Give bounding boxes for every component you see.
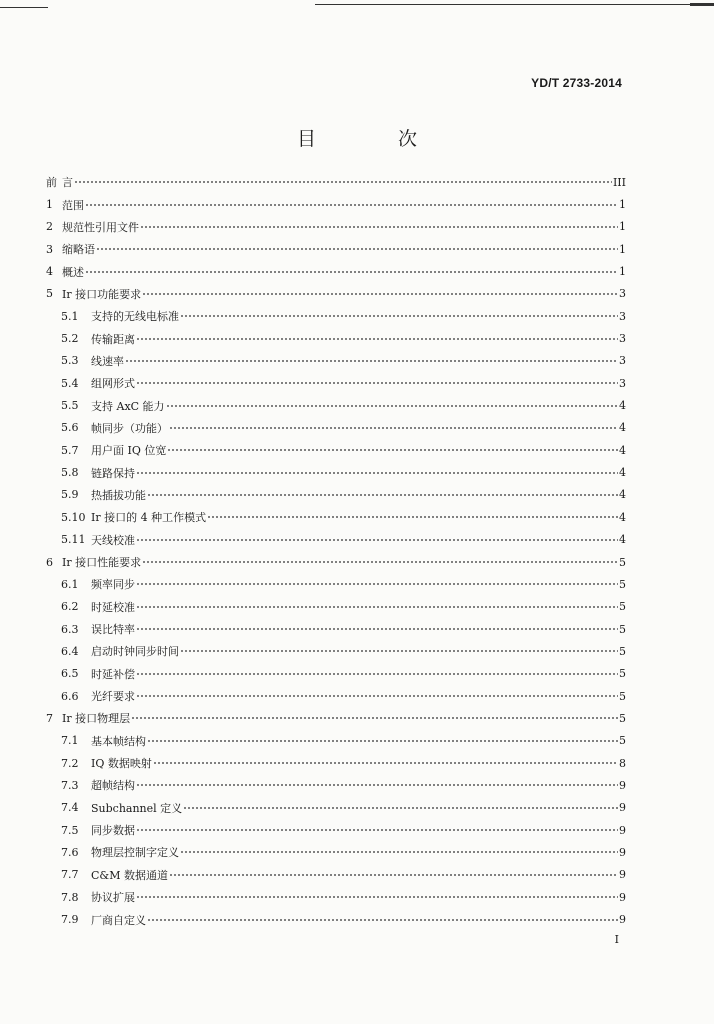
toc-entry-page: 9 <box>619 801 626 815</box>
toc-dot-leader <box>183 803 618 812</box>
toc-entry-number: 5.10 <box>61 510 86 524</box>
toc-dot-leader <box>136 625 618 634</box>
toc-entry-label: 概述 <box>62 265 84 279</box>
toc-entry-number: 6.1 <box>61 577 79 591</box>
toc-entry-number: 4 <box>46 265 53 279</box>
toc-entry-number: 5.9 <box>61 488 79 502</box>
toc-entry[interactable] <box>46 864 626 886</box>
toc-entry-label: 热插拔功能 <box>91 488 146 502</box>
toc-entry-page: 9 <box>619 823 626 837</box>
toc-entry[interactable] <box>46 283 626 305</box>
toc-entry-label: 超帧结构 <box>91 779 135 793</box>
toc-entry-number: 7.5 <box>61 823 79 837</box>
toc-entry-page: 3 <box>619 376 626 390</box>
toc-entry-number: 7.4 <box>61 801 79 815</box>
toc-entry-page: 3 <box>619 354 626 368</box>
toc-entry-page: 5 <box>619 734 626 748</box>
toc-entry-page: 5 <box>619 622 626 636</box>
toc-entry-label: 支持 AxC 能力 <box>91 399 165 413</box>
toc-dot-leader <box>131 714 618 723</box>
toc-entry-page: 3 <box>619 309 626 323</box>
toc-entry-label: 光纤要求 <box>91 690 135 704</box>
toc-dot-leader <box>136 893 618 902</box>
toc-entry-label: 支持的无线电标准 <box>91 310 179 324</box>
toc-dot-leader <box>85 200 618 209</box>
toc-entry-label: 线速率 <box>91 354 124 368</box>
toc-entry-label: 范围 <box>62 198 84 212</box>
toc-entry-label: 厂商自定义 <box>91 913 146 927</box>
toc-entry-page: 5 <box>619 555 626 569</box>
toc-entry-label: 传输距离 <box>91 332 135 346</box>
top-rule-end-mark <box>690 3 714 6</box>
toc-entry-label: 同步数据 <box>91 824 135 838</box>
toc-entry-page: 9 <box>619 890 626 904</box>
toc-dot-leader <box>136 468 618 477</box>
toc-entry-label: 物理层控制字定义 <box>91 846 179 860</box>
toc-entry-label: 言 <box>62 176 73 190</box>
toc-entry-label: Ir 接口的 4 种工作模式 <box>91 511 207 525</box>
toc-entry-label: 基本帧结构 <box>91 734 146 748</box>
toc-entry-label: 频率同步 <box>91 578 135 592</box>
toc-entry-label: IQ 数据映射 <box>91 757 152 771</box>
toc-entry[interactable] <box>46 394 626 416</box>
toc-entry-label: 组网形式 <box>91 377 135 391</box>
toc-entry-number: 7.7 <box>61 868 79 882</box>
toc-entry[interactable] <box>46 663 626 685</box>
top-rule-left <box>0 7 48 8</box>
toc-entry-label: 用户面 IQ 位宽 <box>91 444 167 458</box>
toc-dot-leader <box>147 915 618 924</box>
toc-entry[interactable] <box>46 238 626 260</box>
toc-entry[interactable] <box>46 886 626 908</box>
toc-entry-label: 帧同步（功能） <box>91 421 168 435</box>
toc-entry-number: 3 <box>46 242 53 256</box>
toc-dot-leader <box>136 379 618 388</box>
toc-entry-page: 1 <box>619 265 626 279</box>
toc-entry-page: 5 <box>619 711 626 725</box>
toc-entry-label: Ir 接口物理层 <box>62 712 131 726</box>
toc-dot-leader <box>142 289 618 298</box>
toc-entry[interactable] <box>46 707 626 729</box>
toc-dot-leader <box>180 312 618 321</box>
toc-entry-number: 5.8 <box>61 466 79 480</box>
toc-entry-number: 7.1 <box>61 734 79 748</box>
toc-dot-leader <box>142 558 618 567</box>
toc-dot-leader <box>147 736 618 745</box>
toc-entry-label: 规范性引用文件 <box>62 220 139 234</box>
toc-entry-number: 1 <box>46 198 53 212</box>
toc-entry-number: 7.9 <box>61 913 79 927</box>
toc-entry-number: 前 <box>46 176 57 190</box>
toc-entry-page: 5 <box>619 577 626 591</box>
toc-entry[interactable] <box>46 305 626 327</box>
toc-entry-number: 7.8 <box>61 890 79 904</box>
top-rule-right <box>315 4 705 5</box>
toc-dot-leader <box>85 267 618 276</box>
toc-entry-page: 3 <box>619 332 626 346</box>
toc-entry-number: 7.2 <box>61 756 79 770</box>
toc-entry[interactable] <box>46 216 626 238</box>
toc-entry-number: 5.1 <box>61 309 79 323</box>
toc-dot-leader <box>180 848 618 857</box>
toc-entry[interactable] <box>46 797 626 819</box>
page-number: I <box>614 933 619 946</box>
toc-entry-page: 9 <box>619 868 626 882</box>
toc-entry-number: 7 <box>46 711 53 725</box>
toc-entry[interactable] <box>46 573 626 595</box>
toc-entry-page: 4 <box>619 488 626 502</box>
toc-entry-page: 5 <box>619 667 626 681</box>
toc-entry-page: 1 <box>619 220 626 234</box>
toc-entry-label: 时延补偿 <box>91 667 135 681</box>
toc-entry-number: 7.3 <box>61 778 79 792</box>
toc-entry[interactable] <box>46 596 626 618</box>
toc-entry-number: 6.3 <box>61 622 79 636</box>
toc-entry-page: 4 <box>619 421 626 435</box>
toc-entry-page: 5 <box>619 644 626 658</box>
toc-entry[interactable] <box>46 752 626 774</box>
toc-dot-leader <box>136 826 618 835</box>
toc-entry-number: 5.11 <box>61 533 86 547</box>
toc-entry-label: 误比特率 <box>91 623 135 637</box>
toc-entry-number: 5.4 <box>61 376 79 390</box>
toc-entry[interactable] <box>46 327 626 349</box>
toc-dot-leader <box>136 781 618 790</box>
toc-entry[interactable] <box>46 618 626 640</box>
toc-entry[interactable] <box>46 685 626 707</box>
toc-entry-page: 5 <box>619 689 626 703</box>
toc-entry-page: 4 <box>619 510 626 524</box>
toc-entry-number: 6 <box>46 555 53 569</box>
toc-entry-number: 7.6 <box>61 845 79 859</box>
toc-entry-number: 5 <box>46 287 53 301</box>
toc-entry[interactable] <box>46 841 626 863</box>
toc-entry-label: Subchannel 定义 <box>91 801 183 815</box>
toc-dot-leader <box>96 245 618 254</box>
toc-entry[interactable] <box>46 350 626 372</box>
toc-entry-label: 协议扩展 <box>91 891 135 905</box>
toc-entry-page: III <box>612 175 626 189</box>
toc-entry-label: C&M 数据通道 <box>91 868 168 882</box>
toc-entry-number: 6.6 <box>61 689 79 703</box>
toc-entry-number: 6.5 <box>61 667 79 681</box>
toc-entry[interactable] <box>46 171 626 193</box>
toc-entry-page: 4 <box>619 443 626 457</box>
toc-entry[interactable] <box>46 730 626 752</box>
toc-entry[interactable] <box>46 551 626 573</box>
toc-entry-page: 9 <box>619 845 626 859</box>
toc-entry[interactable] <box>46 193 626 215</box>
toc-dot-leader <box>180 647 618 656</box>
toc-dot-leader <box>125 356 618 365</box>
toc-entry-label: Ir 接口性能要求 <box>62 556 142 570</box>
toc-dot-leader <box>136 580 618 589</box>
toc-dot-leader <box>136 535 618 544</box>
toc-dot-leader <box>136 669 618 678</box>
toc-entry-number: 5.6 <box>61 421 79 435</box>
toc-entry-number: 6.2 <box>61 600 79 614</box>
toc-entry-label: 链路保持 <box>91 466 135 480</box>
toc-entry-number: 6.4 <box>61 644 79 658</box>
toc-dot-leader <box>169 870 618 879</box>
toc-entry-page: 4 <box>619 399 626 413</box>
toc-entry-page: 8 <box>619 756 626 770</box>
toc-entry-page: 1 <box>619 242 626 256</box>
toc-entry-page: 9 <box>619 913 626 927</box>
toc-dot-leader <box>169 423 618 432</box>
toc-entry-number: 5.3 <box>61 354 79 368</box>
toc-entry-page: 4 <box>619 466 626 480</box>
toc-dot-leader <box>147 490 618 499</box>
toc-entry[interactable] <box>46 506 626 528</box>
toc-entry[interactable] <box>46 529 626 551</box>
toc-entry-number: 2 <box>46 220 53 234</box>
toc-entry-page: 1 <box>619 198 626 212</box>
toc-entry[interactable] <box>46 484 626 506</box>
toc-dot-leader <box>167 446 618 455</box>
toc-dot-leader <box>207 513 618 522</box>
toc-entry-number: 5.7 <box>61 443 79 457</box>
toc-dot-leader <box>136 334 618 343</box>
toc-dot-leader <box>140 222 618 231</box>
toc-entry-label: 天线校准 <box>91 533 135 547</box>
toc-entry-page: 4 <box>619 533 626 547</box>
toc-entry[interactable] <box>46 372 626 394</box>
toc-entry-number: 5.5 <box>61 399 79 413</box>
toc-entry[interactable] <box>46 439 626 461</box>
toc-entry[interactable] <box>46 461 626 483</box>
toc-entry-label: 启动时钟同步时间 <box>91 645 179 659</box>
table-of-contents <box>46 171 626 931</box>
toc-entry-label: 时延校准 <box>91 600 135 614</box>
toc-entry-page: 9 <box>619 778 626 792</box>
toc-dot-leader <box>74 178 612 187</box>
toc-entry-number: 5.2 <box>61 332 79 346</box>
toc-dot-leader <box>136 602 618 611</box>
toc-dot-leader <box>136 692 618 701</box>
toc-entry-page: 5 <box>619 600 626 614</box>
toc-entry[interactable] <box>46 819 626 841</box>
toc-entry[interactable] <box>46 774 626 796</box>
toc-entry-page: 3 <box>619 287 626 301</box>
standard-code: YD/T 2733-2014 <box>531 76 622 90</box>
toc-entry-label: Ir 接口功能要求 <box>62 287 142 301</box>
toc-entry[interactable] <box>46 908 626 930</box>
toc-entry[interactable] <box>46 640 626 662</box>
toc-dot-leader <box>153 759 618 768</box>
toc-entry-label: 缩略语 <box>62 243 95 257</box>
toc-dot-leader <box>166 401 618 410</box>
toc-entry[interactable] <box>46 417 626 439</box>
toc-entry[interactable] <box>46 260 626 282</box>
page-title: 目 次 <box>296 128 456 150</box>
